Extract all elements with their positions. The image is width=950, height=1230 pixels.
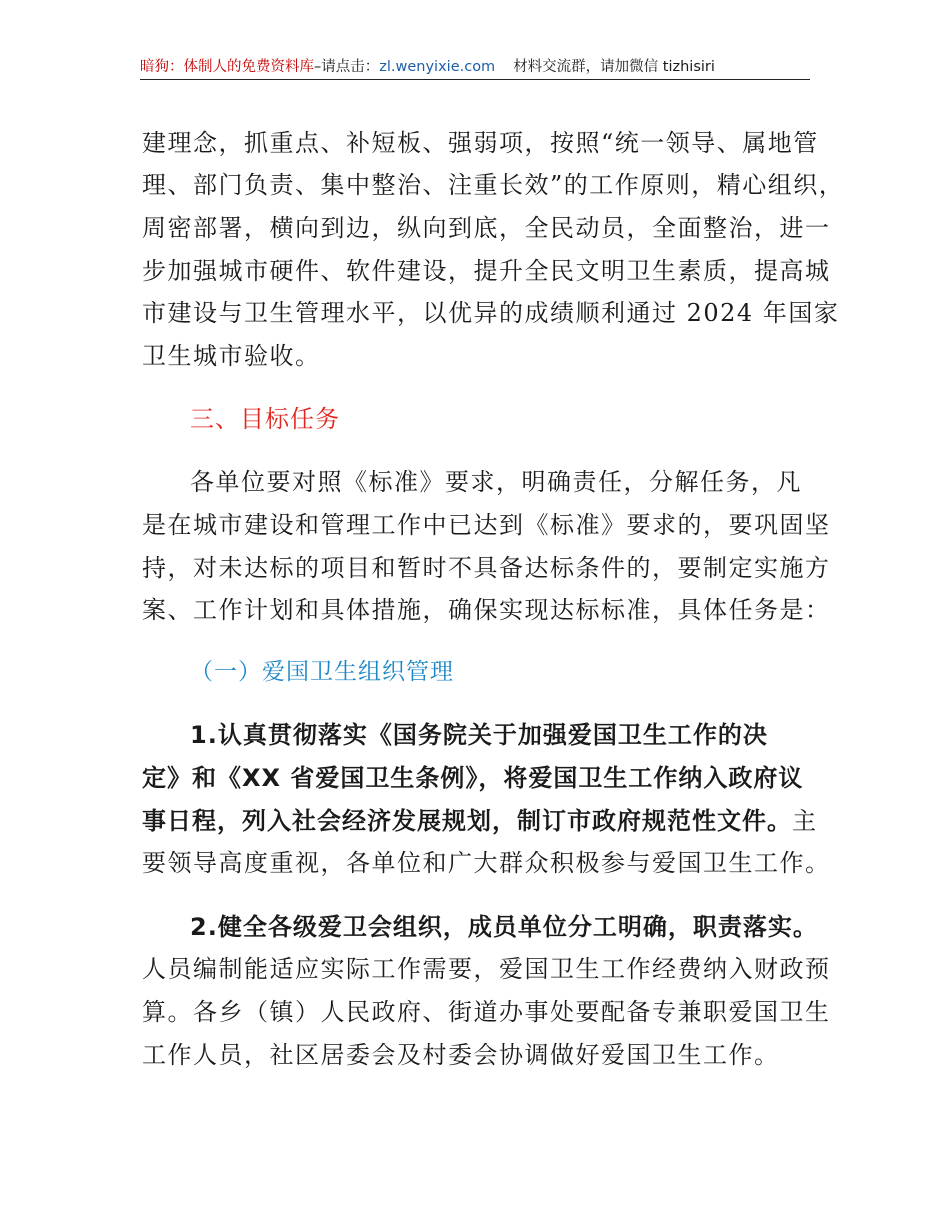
page-header <box>140 56 810 78</box>
intro-line-1: 建理念，抓重点、补短板、强弱项，按照“统一领导、属地管 <box>142 129 819 157</box>
header-prompt: –请点击： <box>314 59 380 75</box>
item1-line-3 <box>142 800 818 842</box>
subsection-heading-1: （一）爱国卫生组织管理 <box>190 659 454 685</box>
task-para-line-3: 持，对未达标的项目和暂时不具备达标条件的，要制定实施方 <box>142 554 831 582</box>
intro-line-5: 市建设与卫生管理水平，以优异的成绩顺利通过 2024 年国家 <box>142 299 840 327</box>
section-heading-targets: 三、目标任务 <box>190 405 340 433</box>
intro-line-2: 理、部门负责、集中整治、注重长效”的工作原则，精心组织， <box>142 171 845 199</box>
intro-line-4: 步加强城市硬件、软件建设，提升全民文明卫生素质，提高城 <box>142 257 831 285</box>
item1-line-3-bold: 事日程，列入社会经济发展规划，制订市政府规范性文件。 <box>142 807 792 835</box>
item1-line-4: 要领导高度重视，各单位和广大群众积极参与爱国卫生工作。 <box>142 849 831 877</box>
intro-line-3: 周密部署，横向到边，纵向到底，全民动员，全面整治，进一 <box>142 214 831 242</box>
item2-line-4: 工作人员，社区居委会及村委会协调做好爱国卫生工作。 <box>142 1041 780 1069</box>
header-divider <box>140 79 810 80</box>
item2-line-3: 算。各乡（镇）人民政府、街道办事处要配备专兼职爱国卫生 <box>142 998 831 1026</box>
item1-line-3-tail: 主 <box>792 807 818 835</box>
header-link[interactable]: zl.wenyixie.com <box>379 59 496 75</box>
header-group-note: 材料交流群，请加微信 tizhisiri <box>513 59 715 75</box>
item1-line-2: 定》和《XX 省爱国卫生条例》，将爱国卫生工作纳入政府议 <box>142 764 804 792</box>
task-para-line-1: 各单位要对照《标准》要求，明确责任，分解任务，凡 <box>190 468 802 496</box>
task-para-line-2: 是在城市建设和管理工作中已达到《标准》要求的，要巩固坚 <box>142 511 831 539</box>
header-brand: 暗狗：体制人的免费资料库 <box>140 59 314 75</box>
task-para-line-4: 案、工作计划和具体措施，确保实现达标标准，具体任务是： <box>142 596 831 624</box>
item1-line-1: 1.认真贯彻落实《国务院关于加强爱国卫生工作的决 <box>190 721 768 749</box>
intro-line-6: 卫生城市验收。 <box>142 342 321 370</box>
item2-line-1: 2.健全各级爱卫会组织，成员单位分工明确，职责落实。 <box>190 913 818 941</box>
item2-line-2: 人员编制能适应实际工作需要，爱国卫生工作经费纳入财政预 <box>142 955 831 983</box>
